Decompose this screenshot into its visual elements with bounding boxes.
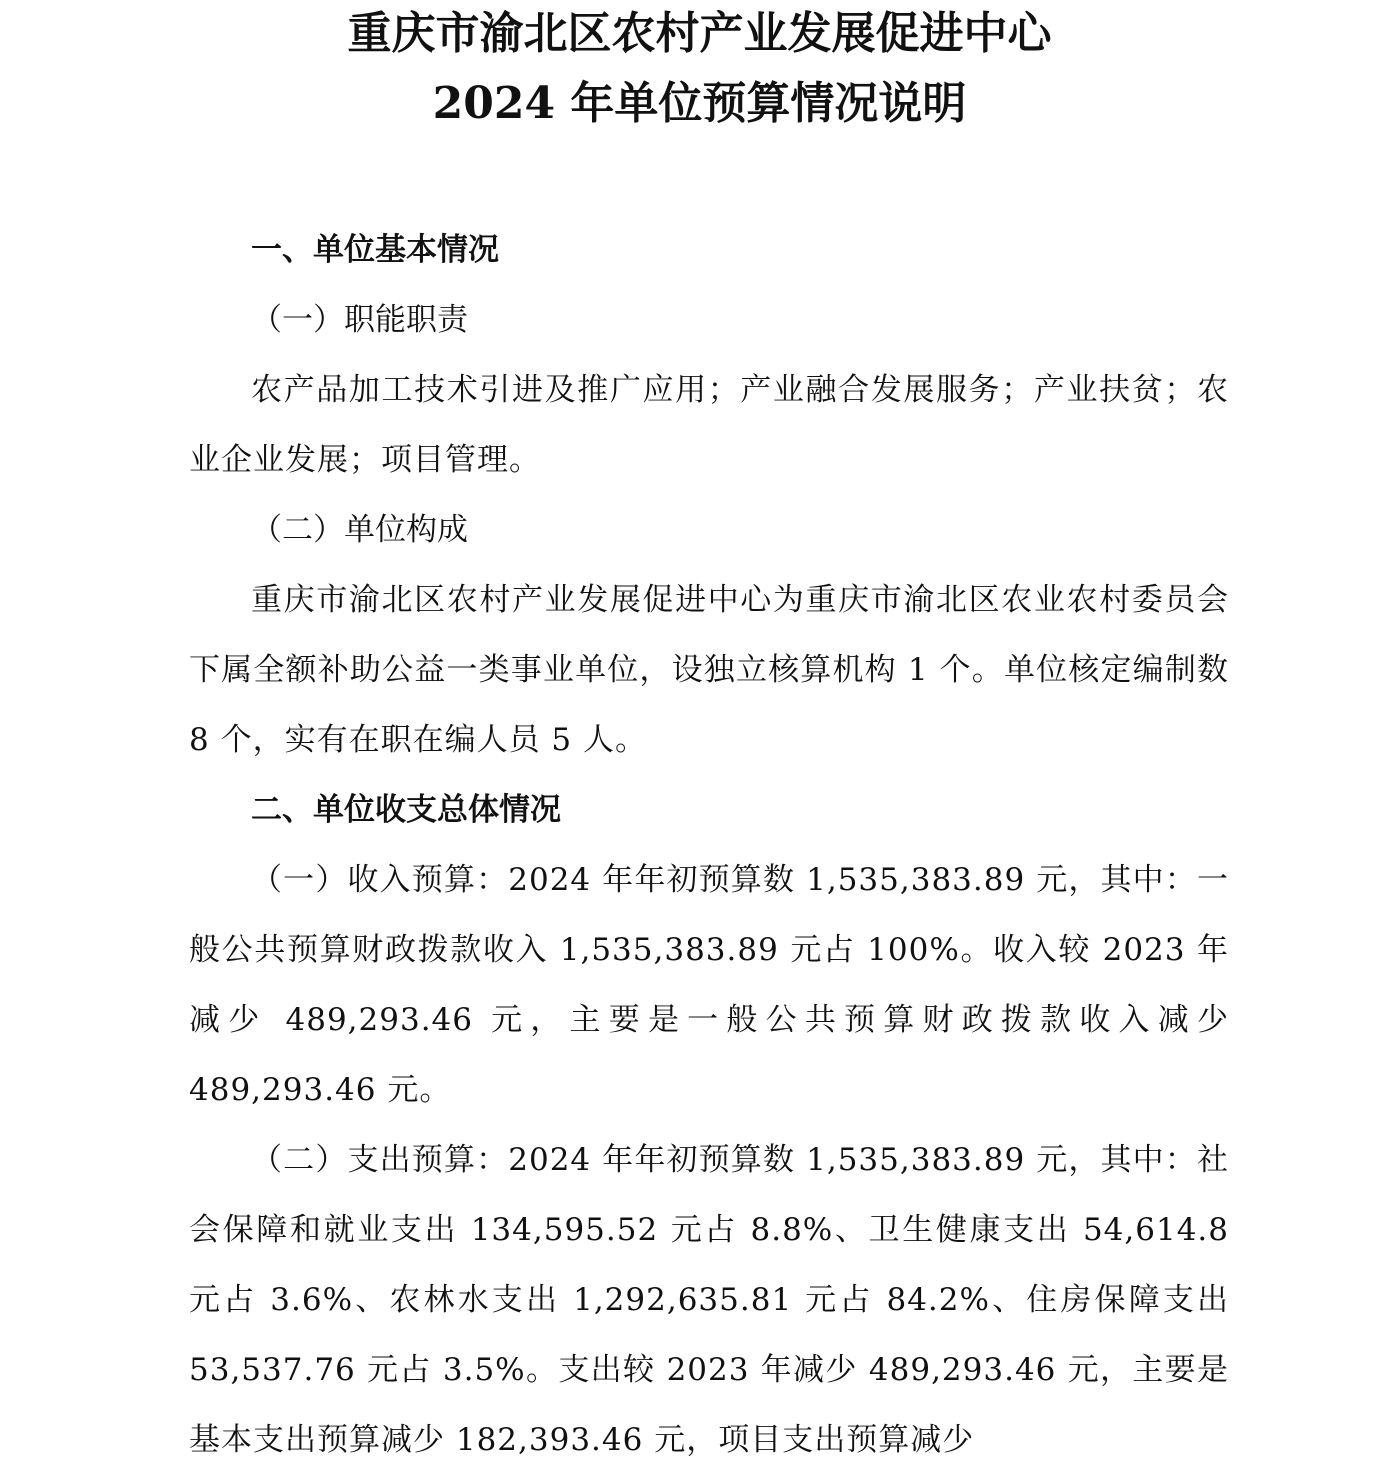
paragraph-income-budget: （一）收入预算：2024 年年初预算数 1,535,383.89 元，其中：一般公共预算财政拨款收入 1,535,383.89 元占 100%。收入较 2023 年减少 489,293.46 元，主要是一般公共预算财政拨款收入减少 489,293.46 元。 — [189, 862, 1229, 1108]
document-title-line1: 重庆市渝北区农村产业发展促进中心 — [347, 8, 1052, 59]
paragraph-composition: 重庆市渝北区农村产业发展促进中心为重庆市渝北区农业农村委员会下属全额补助公益一类事业单位，设独立核算机构 1 个。单位核定编制数 8 个，实有在职在编人员 5 人。 — [189, 582, 1229, 758]
subheading-duties: （一）职能职责 — [251, 302, 468, 338]
section-heading-basic-info: 一、单位基本情况 — [251, 232, 499, 268]
document-title-line2: 2024 年单位预算情况说明 — [432, 78, 967, 129]
paragraph-expense-budget: （二）支出预算：2024 年年初预算数 1,535,383.89 元，其中：社会保障和就业支出 134,595.52 元占 8.8%、卫生健康支出 54,614.8 元占 3.6%、农林水支出 1,292,635.81 元占 84.2%、住房保障支出 53,537.76 元占 3.5%。支出较 2023 年减少 489,293.46 元，主要是基本支出预算减少 182,393.46 元，项目支出预算减少 — [189, 1142, 1229, 1458]
paragraph-duties: 农产品加工技术引进及推广应用；产业融合发展服务；产业扶贫；农业企业发展；项目管理。 — [189, 372, 1229, 478]
subheading-composition: （二）单位构成 — [251, 512, 468, 548]
section-heading-budget-overview: 二、单位收支总体情况 — [251, 792, 561, 828]
document-body — [189, 215, 1229, 1475]
